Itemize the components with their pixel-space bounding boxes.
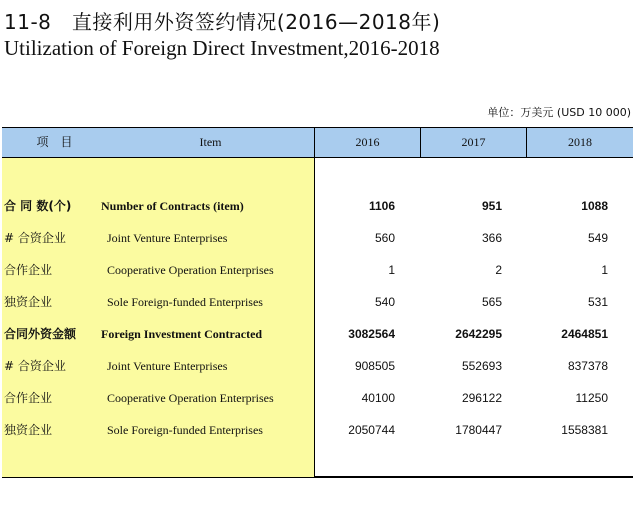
header-item-cn: 项 目 bbox=[36, 135, 73, 149]
row-label-en: Cooperative Operation Enterprises bbox=[107, 263, 274, 277]
header-year-2016: 2016 bbox=[355, 135, 380, 149]
value-cell-2017: 2 bbox=[495, 263, 502, 277]
row-label-cn: 合作企业 bbox=[4, 391, 53, 405]
row-label-en: Joint Venture Enterprises bbox=[107, 359, 228, 373]
value-cell-2018: 2464851 bbox=[561, 327, 608, 341]
row-label-cn: # 合资企业 bbox=[4, 359, 66, 373]
row-label-en: Sole Foreign-funded Enterprises bbox=[107, 423, 263, 437]
row-label-en: Sole Foreign-funded Enterprises bbox=[107, 295, 263, 309]
row-label-en: Cooperative Operation Enterprises bbox=[107, 391, 274, 405]
value-cell-2016: 2050744 bbox=[348, 423, 395, 437]
value-cell-2017: 552693 bbox=[461, 359, 502, 373]
table-row bbox=[2, 418, 633, 442]
header-year-2018: 2018 bbox=[568, 135, 592, 149]
value-cell-2018: 11250 bbox=[575, 391, 608, 405]
value-cell-2018: 1088 bbox=[581, 199, 608, 213]
table-row bbox=[2, 258, 633, 282]
value-cell-2018: 1558381 bbox=[561, 423, 608, 437]
table-row bbox=[2, 194, 633, 218]
row-label-cn: 合 同 数(个) bbox=[4, 199, 72, 213]
value-cell-2016: 560 bbox=[374, 231, 395, 245]
table-row bbox=[2, 322, 633, 346]
row-label-cn: 独资企业 bbox=[4, 423, 53, 437]
table-row bbox=[2, 226, 633, 250]
value-cell-2016: 1106 bbox=[368, 199, 395, 213]
value-cell-2017: 296122 bbox=[461, 391, 502, 405]
value-cell-2017: 951 bbox=[481, 199, 502, 213]
value-cell-2017: 2642295 bbox=[455, 327, 502, 341]
value-cell-2018: 549 bbox=[587, 231, 608, 245]
value-cell-2017: 366 bbox=[481, 231, 502, 245]
row-label-cn: 合作企业 bbox=[4, 263, 53, 277]
table-row bbox=[2, 290, 633, 314]
value-cell-2016: 3082564 bbox=[348, 327, 395, 341]
row-label-cn: 独资企业 bbox=[4, 295, 53, 309]
value-cell-2017: 1780447 bbox=[455, 423, 502, 437]
value-cell-2016: 540 bbox=[374, 295, 395, 309]
value-cell-2017: 565 bbox=[481, 295, 502, 309]
data-table bbox=[2, 127, 633, 478]
value-cell-2016: 40100 bbox=[361, 391, 395, 405]
page-title-english: Utilization of Foreign Direct Investment,2016-2018 bbox=[4, 36, 440, 60]
row-label-en: Number of Contracts (item) bbox=[101, 199, 244, 213]
value-cell-2018: 837378 bbox=[567, 359, 608, 373]
value-cell-2016: 1 bbox=[388, 263, 395, 277]
value-cell-2016: 908505 bbox=[354, 359, 395, 373]
row-label-cn: 合同外资金额 bbox=[4, 327, 77, 341]
row-label-en: Joint Venture Enterprises bbox=[107, 231, 228, 245]
value-cell-2018: 531 bbox=[587, 295, 608, 309]
header-item-en: Item bbox=[199, 135, 222, 149]
value-cell-2018: 1 bbox=[601, 263, 608, 277]
table-row bbox=[2, 354, 633, 378]
page-title-chinese: 11-8 直接利用外资签约情况(2016—2018年) bbox=[4, 10, 441, 34]
row-label-cn: # 合资企业 bbox=[4, 231, 66, 245]
row-label-en: Foreign Investment Contracted bbox=[101, 327, 263, 341]
unit-label: 单位：万美元 (USD 10 000) bbox=[487, 106, 631, 119]
table-row bbox=[2, 386, 633, 410]
header-year-2017: 2017 bbox=[461, 135, 486, 149]
table-header bbox=[2, 128, 633, 158]
